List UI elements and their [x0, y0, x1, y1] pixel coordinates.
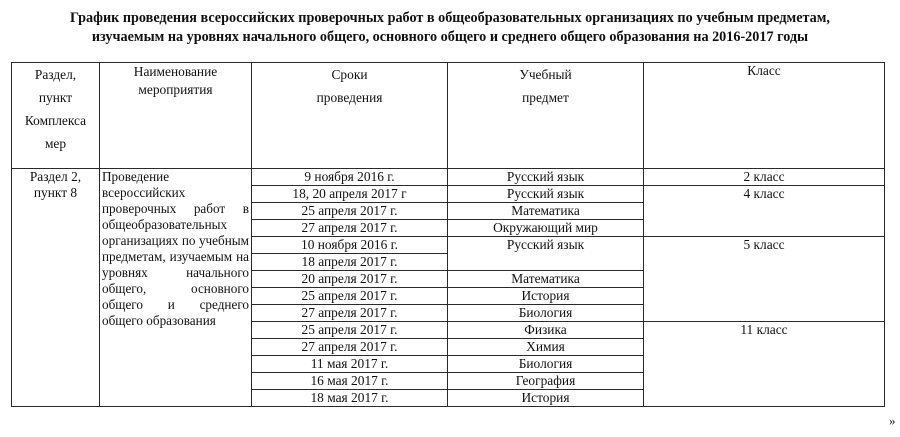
header-subject: Учебный предмет: [448, 63, 644, 169]
subject-cell: География: [448, 373, 644, 390]
subject-cell: Русский язык: [448, 237, 644, 271]
date-cell: 25 апреля 2017 г.: [252, 203, 448, 220]
date-cell: 11 мая 2017 г.: [252, 356, 448, 373]
subject-cell: Биология: [448, 305, 644, 322]
table-row: [12, 169, 885, 186]
subject-cell: Русский язык: [448, 169, 644, 186]
document-title: [0, 9, 900, 47]
header-row: [12, 63, 885, 169]
header-section: Раздел, пункт Комплекса мер: [12, 63, 100, 169]
subject-cell: Русский язык: [448, 186, 644, 203]
subject-cell: Математика: [448, 203, 644, 220]
section-cell: Раздел 2, пункт 8: [12, 169, 100, 407]
schedule-table: [11, 62, 885, 407]
header-event-name: Наименование мероприятия: [100, 63, 252, 169]
date-cell: 9 ноября 2016 г.: [252, 169, 448, 186]
subject-cell: История: [448, 288, 644, 305]
title-line-1: График проведения всероссийских проверочных работ в общеобразовательных организациях по учебным предметам,: [70, 10, 830, 26]
header-dates: Сроки проведения: [252, 63, 448, 169]
subject-cell: История: [448, 390, 644, 407]
subject-cell: Математика: [448, 271, 644, 288]
title-line-2: изучаемым на уровнях начального общего, основного общего и среднего общего образования на 2016-2017 годы: [91, 29, 809, 45]
class-cell-5: 5 класс: [644, 237, 885, 322]
subject-cell: Биология: [448, 356, 644, 373]
subject-cell: Окружающий мир: [448, 220, 644, 237]
closing-quote-mark: »: [889, 413, 896, 428]
event-description: Проведение всероссийских проверочных работ в общеобразовательных организациях по учебным предметам, изучаемым на уровнях начального общего, основного общего и среднего общего образования: [100, 169, 252, 407]
date-cell: 10 ноября 2016 г.: [252, 237, 448, 254]
subject-cell: Химия: [448, 339, 644, 356]
date-cell: 25 апреля 2017 г.: [252, 322, 448, 339]
date-cell: 27 апреля 2017 г.: [252, 339, 448, 356]
date-cell: 25 апреля 2017 г.: [252, 288, 448, 305]
class-cell-11: 11 класс: [644, 322, 885, 407]
subject-cell: Физика: [448, 322, 644, 339]
class-cell-4: 4 класс: [644, 186, 885, 237]
class-cell-2: 2 класс: [644, 169, 885, 186]
date-cell: 16 мая 2017 г.: [252, 373, 448, 390]
date-cell: 18 мая 2017 г.: [252, 390, 448, 407]
header-class: Класс: [644, 63, 885, 169]
date-cell: 18 апреля 2017 г.: [252, 254, 448, 271]
date-cell: 18, 20 апреля 2017 г: [252, 186, 448, 203]
date-cell: 27 апреля 2017 г.: [252, 305, 448, 322]
date-cell: 20 апреля 2017 г.: [252, 271, 448, 288]
date-cell: 27 апреля 2017 г.: [252, 220, 448, 237]
